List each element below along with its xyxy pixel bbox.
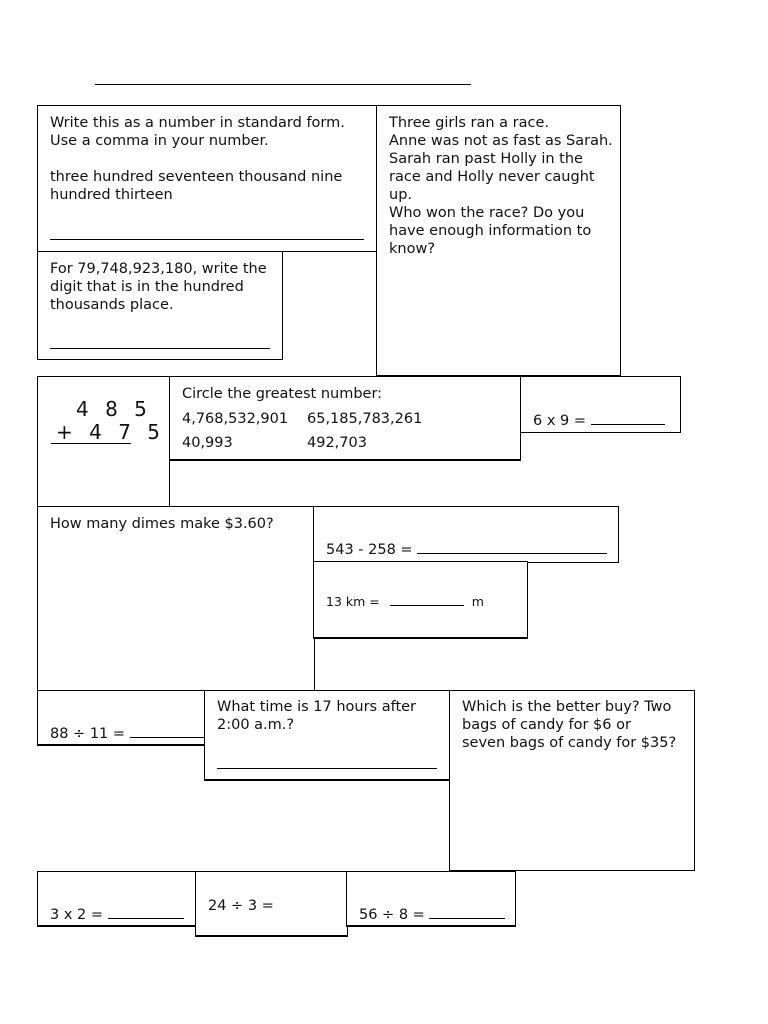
q9-expression: 13 km = [326,594,384,609]
q15-expression: 56 ÷ 8 = [359,907,430,923]
q8-answer-blank[interactable] [417,552,607,554]
q2-question: For 79,748,923,180, write the digit that is in the hundred thousands place. [50,261,267,313]
q6-answer-blank[interactable] [591,423,665,425]
q15-answer-blank[interactable] [429,917,505,919]
q7-question: How many dimes make $3.60? [50,516,274,532]
q13-row [50,906,184,924]
q5-prompt: Circle the greatest number: [182,386,383,402]
q6-expression: 6 x 9 = [533,413,591,429]
q13-answer-blank[interactable] [108,917,184,919]
q3-question: Three girls ran a race. Anne was not as fast as Sarah. Sarah ran past Holly in the race and Holly never caught up. Who won the race? Do you have enough information to know? [389,115,613,257]
q1-instruction-line1: Write this as a number in standard form. [50,115,345,131]
q9-row [326,593,484,611]
q9-answer-blank[interactable] [390,604,464,606]
q5-number-option[interactable]: 492,703 [307,435,367,451]
q11-answer-line[interactable] [217,768,437,769]
q11-question: What time is 17 hours after 2:00 a.m.? [217,699,417,733]
q5-number-option[interactable]: 4,768,532,901 [182,411,289,427]
q7-dimes-box [37,506,315,692]
q12-question: Which is the better buy? Two bags of candy for $6 or seven bags of candy for $35? [462,699,677,751]
q8-expression: 543 - 258 = [326,542,418,558]
q10-expression: 88 ÷ 11 = [50,726,130,742]
q8-row [326,541,607,559]
q2-answer-line[interactable] [50,348,270,349]
q1-number-words: three hundred seventeen thousand nine hundred thirteen [50,169,343,203]
q10-row [50,725,204,743]
q9-unit: m [471,594,484,609]
q6-row [533,412,665,430]
q10-answer-blank[interactable] [130,736,204,738]
q1-instruction-line2: Use a comma in your number. [50,133,269,149]
name-line[interactable] [95,84,471,85]
q5-number-option[interactable]: 65,185,783,261 [307,411,423,427]
q14-expression: 24 ÷ 3 = [208,898,274,914]
q15-row [359,906,505,924]
q4-bottom-addend: + 4 7 5 [56,420,166,444]
q1-answer-line[interactable] [50,239,364,240]
q4-sum-line [51,443,131,444]
q4-top-addend: 4 8 5 [76,397,152,421]
q5-number-option[interactable]: 40,993 [182,435,233,451]
q13-expression: 3 x 2 = [50,907,108,923]
